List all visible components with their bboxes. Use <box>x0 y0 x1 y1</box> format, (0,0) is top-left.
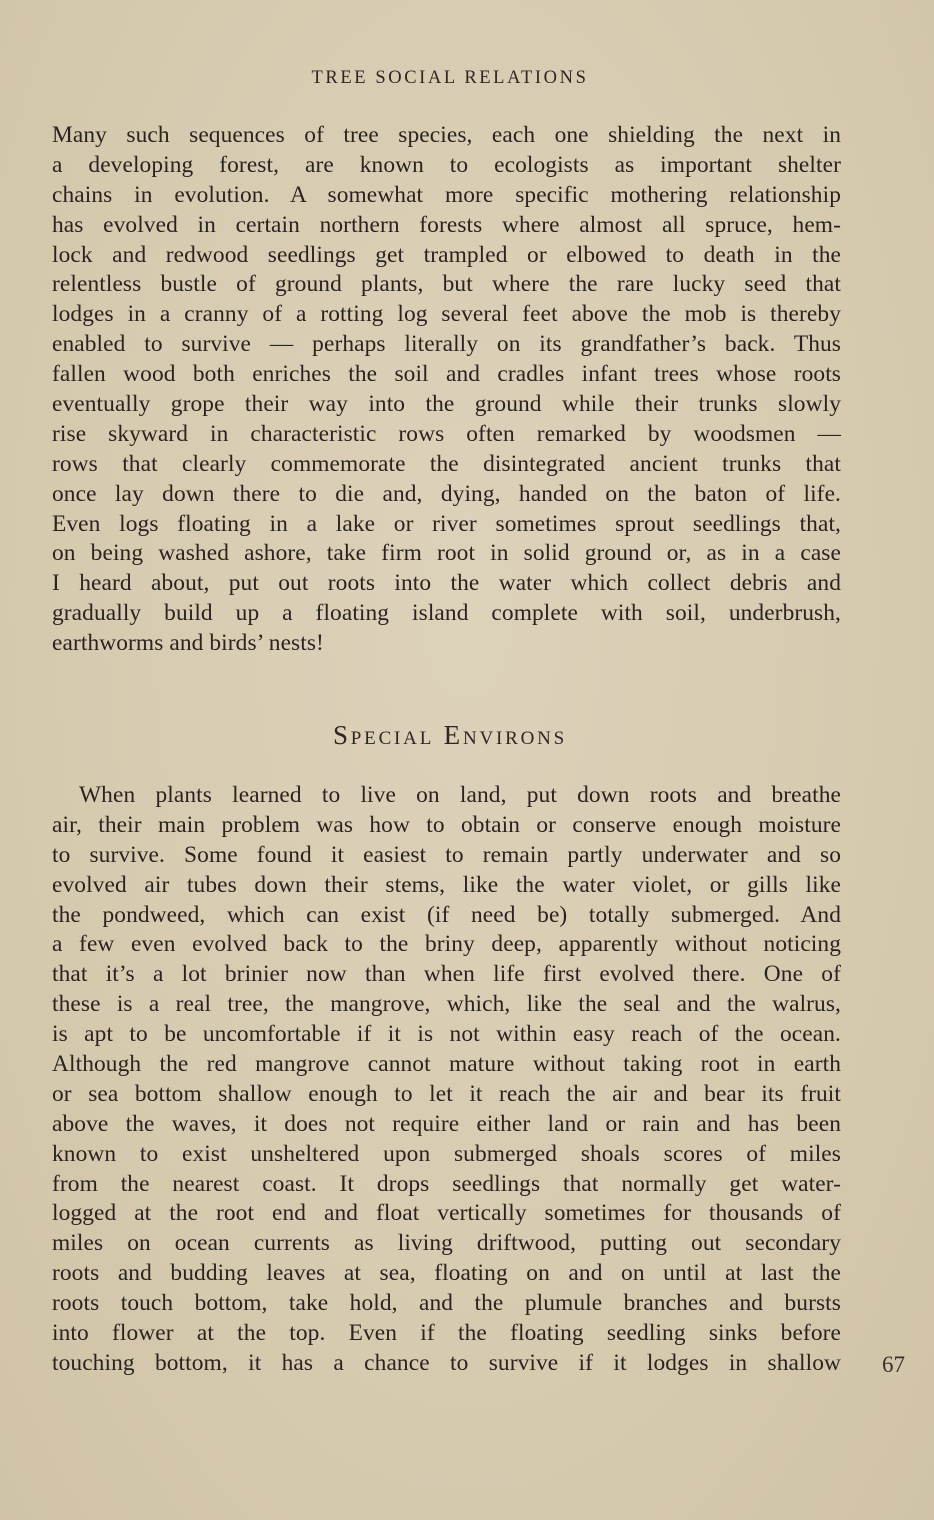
text-line: miles on ocean currents as living driftwood, putting out secondary <box>52 1230 841 1257</box>
text-line: once lay down there to die and, dying, handed on the baton of life. <box>52 480 841 507</box>
text-line: known to exist unsheltered upon submerged shoals scores of miles <box>52 1140 841 1167</box>
text-line: earthworms and birds’ nests! <box>52 630 324 657</box>
text-line: a few even evolved back to the briny deep, apparently without noticing <box>52 931 841 958</box>
paragraph-shelter-chains <box>52 121 841 659</box>
text-line: or sea bottom shallow enough to let it reach the air and bear its fruit <box>52 1080 841 1107</box>
text-line: evolved air tubes down their stems, like the water violet, or gills like <box>52 871 841 898</box>
text-line: rise skyward in characteristic rows often remarked by woodsmen — <box>52 420 841 447</box>
page-number: 67 <box>882 1352 905 1377</box>
text-line: into flower at the top. Even if the floating seedling sinks before <box>52 1320 841 1347</box>
text-line: on being washed ashore, take firm root in solid ground or, as in a case <box>52 540 841 567</box>
text-line: above the waves, it does not require either land or rain and has been <box>52 1110 841 1137</box>
text-line: rows that clearly commemorate the disintegrated ancient trunks that <box>52 450 841 477</box>
text-line: the pondweed, which can exist (if need be) totally submerged. And <box>52 901 841 928</box>
text-line: relentless bustle of ground plants, but where the rare lucky seed that <box>52 271 841 298</box>
text-line: air, their main problem was how to obtain or conserve enough moisture <box>52 811 841 838</box>
text-line: roots touch bottom, take hold, and the plumule branches and bursts <box>52 1290 841 1317</box>
text-line: logged at the root end and float vertically sometimes for thousands of <box>52 1200 841 1227</box>
text-line: Even logs floating in a lake or river sometimes sprout seedlings that, <box>52 510 841 537</box>
text-line: enabled to survive — perhaps literally on its grandfather’s back. Thus <box>52 331 841 358</box>
text-line: a developing forest, are known to ecologists as important shelter <box>52 151 841 178</box>
paragraph-special-environs <box>52 781 841 1379</box>
text-line: touching bottom, it has a chance to survive if it lodges in shallow <box>52 1349 841 1376</box>
text-line: When plants learned to live on land, put down roots and breathe <box>79 782 841 808</box>
text-line: chains in evolution. A somewhat more specific mothering relationship <box>52 181 841 208</box>
text-line: to survive. Some found it easiest to remain partly underwater and so <box>52 841 841 868</box>
section-heading: Special Environs <box>332 720 567 750</box>
text-line: lock and redwood seedlings get trampled or elbowed to death in the <box>52 241 841 268</box>
text-line: that it’s a lot brinier now than when life first evolved there. One of <box>52 961 841 988</box>
text-line: gradually build up a floating island complete with soil, underbrush, <box>52 600 841 627</box>
text-line: has evolved in certain northern forests where almost all spruce, hem- <box>52 211 841 238</box>
text-line: Many such sequences of tree species, each one shielding the next in <box>52 122 841 148</box>
text-line: from the nearest coast. It drops seedlings that normally get water- <box>52 1170 841 1197</box>
text-line: fallen wood both enriches the soil and cradles infant trees whose roots <box>52 361 841 388</box>
text-line: these is a real tree, the mangrove, which, like the seal and the walrus, <box>52 991 841 1018</box>
text-line: Although the red mangrove cannot mature without taking root in earth <box>52 1051 841 1078</box>
text-line: eventually grope their way into the ground while their trunks slowly <box>52 391 841 418</box>
text-line: lodges in a cranny of a rotting log several feet above the mob is thereby <box>52 301 841 328</box>
text-line: I heard about, put out roots into the water which collect debris and <box>52 570 841 597</box>
text-line: is apt to be uncomfortable if it is not within easy reach of the ocean. <box>52 1021 841 1048</box>
text-line: roots and budding leaves at sea, floating on and on until at last the <box>52 1260 841 1287</box>
running-head: TREE SOCIAL RELATIONS <box>311 68 589 88</box>
